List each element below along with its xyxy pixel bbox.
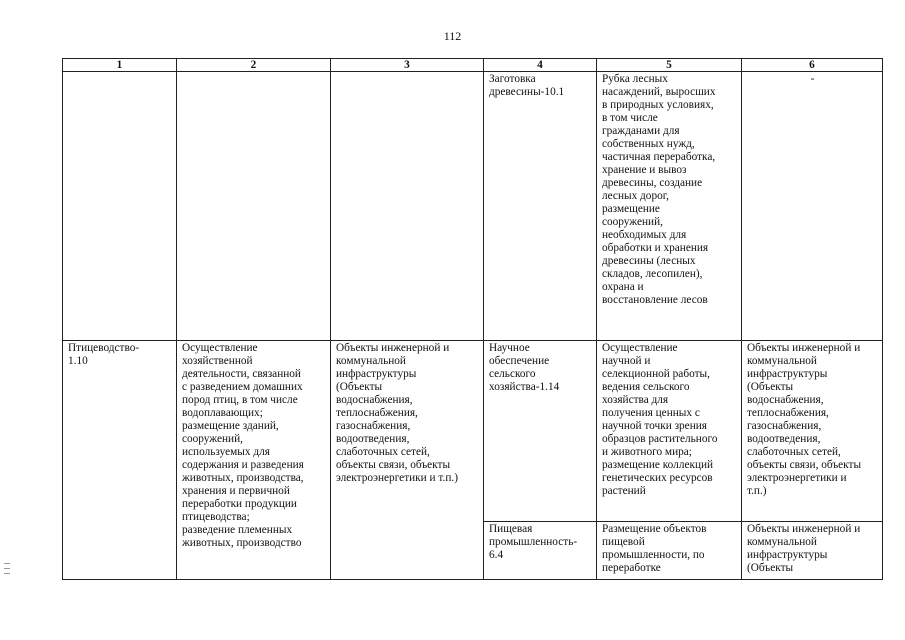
margin-mark [4, 563, 10, 564]
column-header-5: 5 [597, 59, 742, 72]
table-cell: Пищевая промышленность- 6.4 [484, 522, 597, 580]
table-cell: Объекты инженерной и коммунальной инфраструктуры (Объекты [742, 522, 883, 580]
table-cell: Рубка лесных насаждений, выросших в природных условиях, в том числе гражданами для собственных нужд, частичная переработка, хранение и вывоз древесины, создание лесных дорог, размещение сооружений, необходимых для обработки и хранения древесины (лесных складов, лесопилен), охрана и восстановление лесов [597, 72, 742, 341]
table-cell: Заготовка древесины-10.1 [484, 72, 597, 341]
table-cell: Птицеводство- 1.10 [63, 341, 177, 580]
land-use-table [62, 58, 883, 580]
column-header-2: 2 [177, 59, 331, 72]
column-header-1: 1 [63, 59, 177, 72]
table-cell: Объекты инженерной и коммунальной инфраструктуры (Объекты водоснабжения, теплоснабжения, газоснабжения, водоотведения, слаботочных сетей, объекты связи, объекты электроэнергетики и т.п.) [331, 341, 484, 580]
margin-mark [4, 568, 10, 569]
table-row [63, 72, 883, 341]
table-cell [331, 72, 484, 341]
column-header-6: 6 [742, 59, 883, 72]
table-row [63, 341, 883, 522]
column-header-3: 3 [331, 59, 484, 72]
column-header-4: 4 [484, 59, 597, 72]
table-cell: - [742, 72, 883, 341]
table-cell [63, 72, 177, 341]
table-cell: Размещение объектов пищевой промышленности, по переработке [597, 522, 742, 580]
table-cell: Объекты инженерной и коммунальной инфраструктуры (Объекты водоснабжения, теплоснабжения, газоснабжения, водоотведения, слаботочных сетей, объекты связи, объекты электроэнергетики и т.п.) [742, 341, 883, 522]
margin-mark [4, 573, 10, 574]
table-cell [177, 72, 331, 341]
table-cell: Научное обеспечение сельского хозяйства-1.14 [484, 341, 597, 522]
table-cell: Осуществление научной и селекционной работы, ведения сельского хозяйства для получения ценных с научной точки зрения образцов растительного и животного мира; размещение коллекций генетических ресурсов растений [597, 341, 742, 522]
page-number: 112 [443, 29, 462, 43]
table-cell: Осуществление хозяйственной деятельности, связанной с разведением домашних пород птиц, в том числе водоплавающих; размещение зданий, сооружений, используемых для содержания и разведения животных, производства, хранения и первичной переработки продукции птицеводства; разведение племенных животных, производство [177, 341, 331, 580]
header-row [63, 59, 883, 72]
